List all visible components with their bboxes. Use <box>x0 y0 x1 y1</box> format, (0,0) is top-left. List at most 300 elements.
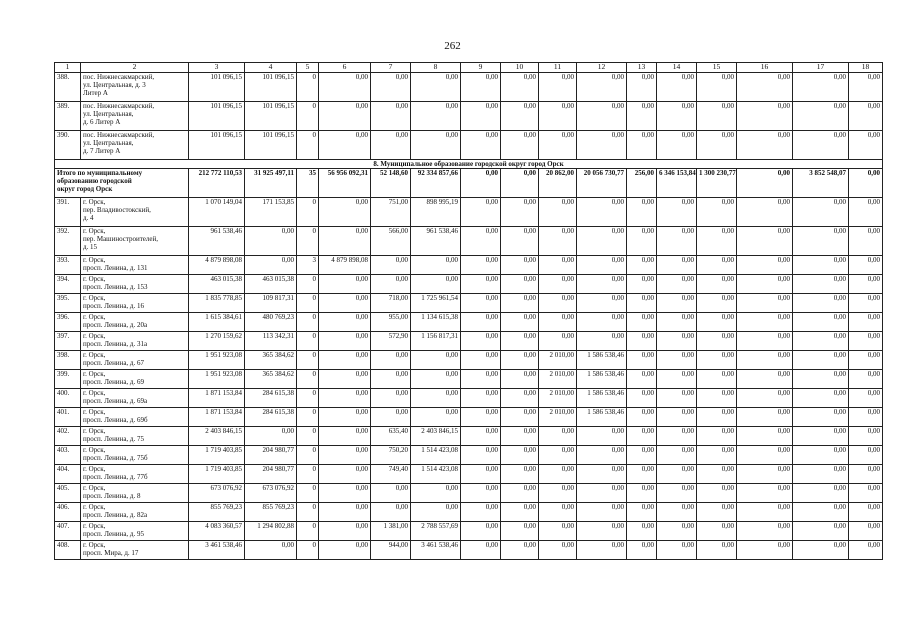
value-cell: 0,00 <box>627 293 657 312</box>
total-value-cell: 56 956 092,31 <box>319 168 371 197</box>
value-cell: 0,00 <box>793 464 849 483</box>
value-cell: 0,00 <box>371 407 411 426</box>
value-cell: 0,00 <box>539 72 577 101</box>
value-cell: 3 461 538,46 <box>411 540 461 559</box>
table-row <box>55 331 883 350</box>
table-row <box>55 101 883 130</box>
value-cell: 0,00 <box>737 426 793 445</box>
value-cell: 0,00 <box>737 101 793 130</box>
value-cell: 0,00 <box>657 540 697 559</box>
value-cell: 204 980,77 <box>245 445 297 464</box>
row-number: 392. <box>55 226 81 255</box>
value-cell: 284 615,38 <box>245 407 297 426</box>
value-cell: 0,00 <box>657 72 697 101</box>
row-number: 402. <box>55 426 81 445</box>
table-row <box>55 388 883 407</box>
value-cell: 955,00 <box>371 312 411 331</box>
row-number: 401. <box>55 407 81 426</box>
value-cell: 0 <box>297 197 319 226</box>
value-cell: 2 010,00 <box>539 350 577 369</box>
value-cell: 0,00 <box>539 130 577 159</box>
value-cell: 0,00 <box>245 226 297 255</box>
value-cell: 0,00 <box>849 312 883 331</box>
value-cell: 0,00 <box>849 226 883 255</box>
address-cell <box>81 483 189 502</box>
value-cell: 0,00 <box>577 293 627 312</box>
value-cell: 0,00 <box>793 502 849 521</box>
value-cell: 0,00 <box>627 130 657 159</box>
total-value-cell: 20 056 730,77 <box>577 168 627 197</box>
address-line: просп. Ленина, д. 153 <box>83 282 148 291</box>
address-cell <box>81 226 189 255</box>
value-cell: 0,00 <box>539 426 577 445</box>
value-cell: 0,00 <box>461 101 501 130</box>
address-cell <box>81 502 189 521</box>
value-cell: 0,00 <box>697 407 737 426</box>
value-cell: 0,00 <box>411 72 461 101</box>
value-cell: 0,00 <box>697 502 737 521</box>
value-cell: 0 <box>297 426 319 445</box>
value-cell: 0,00 <box>657 502 697 521</box>
value-cell: 0 <box>297 274 319 293</box>
column-header: 10 <box>501 63 539 73</box>
value-cell: 0,00 <box>657 312 697 331</box>
address-cell <box>81 426 189 445</box>
address-line: г. Орск, <box>83 426 106 435</box>
value-cell: 3 <box>297 255 319 274</box>
value-cell: 0,00 <box>319 483 371 502</box>
value-cell: 0,00 <box>849 483 883 502</box>
column-header: 1 <box>55 63 81 73</box>
value-cell: 0,00 <box>577 502 627 521</box>
value-cell: 0,00 <box>793 101 849 130</box>
value-cell: 0,00 <box>501 197 539 226</box>
value-cell: 0,00 <box>627 350 657 369</box>
value-cell: 0,00 <box>657 255 697 274</box>
value-cell: 0,00 <box>697 130 737 159</box>
value-cell: 0,00 <box>737 369 793 388</box>
table-row <box>55 521 883 540</box>
table-row <box>55 464 883 483</box>
table-row <box>55 540 883 559</box>
value-cell: 0,00 <box>577 72 627 101</box>
row-number: 408. <box>55 540 81 559</box>
value-cell: 0,00 <box>697 331 737 350</box>
address-cell <box>81 464 189 483</box>
value-cell: 0,00 <box>319 350 371 369</box>
row-number: 406. <box>55 502 81 521</box>
column-header: 8 <box>411 63 461 73</box>
value-cell: 0,00 <box>539 331 577 350</box>
value-cell: 0,00 <box>627 197 657 226</box>
address-cell <box>81 72 189 101</box>
address-cell <box>81 407 189 426</box>
value-cell: 0,00 <box>657 426 697 445</box>
value-cell: 0,00 <box>627 521 657 540</box>
value-cell: 0,00 <box>657 226 697 255</box>
value-cell: 365 384,62 <box>245 350 297 369</box>
value-cell: 1 586 538,46 <box>577 350 627 369</box>
value-cell: 0,00 <box>501 426 539 445</box>
column-header: 12 <box>577 63 627 73</box>
value-cell: 0,00 <box>697 312 737 331</box>
value-cell: 0,00 <box>737 521 793 540</box>
column-header: 4 <box>245 63 297 73</box>
value-cell: 0,00 <box>657 369 697 388</box>
value-cell: 0,00 <box>627 274 657 293</box>
value-cell: 0,00 <box>627 226 657 255</box>
value-cell: 0,00 <box>539 293 577 312</box>
total-value-cell: 31 925 497,11 <box>245 168 297 197</box>
value-cell: 944,00 <box>371 540 411 559</box>
value-cell: 0,00 <box>411 369 461 388</box>
value-cell: 0,00 <box>371 255 411 274</box>
value-cell: 0,00 <box>539 312 577 331</box>
value-cell: 0,00 <box>737 274 793 293</box>
value-cell: 0,00 <box>657 388 697 407</box>
total-label-line: образованию городской <box>57 176 132 185</box>
total-label <box>55 168 189 197</box>
value-cell: 113 342,31 <box>245 331 297 350</box>
address-cell <box>81 274 189 293</box>
value-cell: 1 615 384,61 <box>189 312 245 331</box>
address-line: ул. Центральная, д. 3 <box>83 80 146 89</box>
value-cell: 4 879 898,08 <box>189 255 245 274</box>
value-cell: 0 <box>297 369 319 388</box>
table-row <box>55 255 883 274</box>
value-cell: 0,00 <box>849 540 883 559</box>
value-cell: 855 769,23 <box>245 502 297 521</box>
value-cell: 0,00 <box>793 255 849 274</box>
housing-program-table <box>54 62 883 560</box>
table-row <box>55 483 883 502</box>
value-cell: 0,00 <box>577 255 627 274</box>
value-cell: 109 817,31 <box>245 293 297 312</box>
value-cell: 0,00 <box>697 445 737 464</box>
row-number: 400. <box>55 388 81 407</box>
address-line: пос. Нижнесакмарский, <box>83 72 155 81</box>
value-cell: 0,00 <box>319 426 371 445</box>
row-number: 397. <box>55 331 81 350</box>
value-cell: 0,00 <box>627 312 657 331</box>
value-cell: 0,00 <box>627 426 657 445</box>
total-value-cell: 35 <box>297 168 319 197</box>
value-cell: 0,00 <box>245 426 297 445</box>
value-cell: 0,00 <box>657 130 697 159</box>
value-cell: 750,20 <box>371 445 411 464</box>
value-cell: 1 294 802,88 <box>245 521 297 540</box>
value-cell: 0,00 <box>697 483 737 502</box>
address-line: просп. Ленина, д. 69а <box>83 396 148 405</box>
value-cell: 0,00 <box>657 101 697 130</box>
column-header: 18 <box>849 63 883 73</box>
table-row <box>55 407 883 426</box>
value-cell: 0 <box>297 226 319 255</box>
address-line: д. 7 Литер А <box>83 146 121 155</box>
value-cell: 0,00 <box>849 426 883 445</box>
address-line: г. Орск, <box>83 312 106 321</box>
value-cell: 0,00 <box>737 464 793 483</box>
value-cell: 0,00 <box>501 502 539 521</box>
value-cell: 0,00 <box>319 130 371 159</box>
address-cell <box>81 540 189 559</box>
value-cell: 2 788 557,69 <box>411 521 461 540</box>
value-cell: 0,00 <box>461 350 501 369</box>
value-cell: 0,00 <box>657 464 697 483</box>
address-line: просп. Ленина, д. 69 <box>83 377 144 386</box>
value-cell: 0,00 <box>501 540 539 559</box>
value-cell: 0,00 <box>577 521 627 540</box>
value-cell: 365 384,62 <box>245 369 297 388</box>
value-cell: 0,00 <box>539 197 577 226</box>
address-line: просп. Ленина, д. 77б <box>83 472 148 481</box>
value-cell: 0,00 <box>501 72 539 101</box>
value-cell: 0,00 <box>461 445 501 464</box>
value-cell: 0,00 <box>371 502 411 521</box>
table-row <box>55 226 883 255</box>
total-value-cell: 3 852 548,07 <box>793 168 849 197</box>
value-cell: 1 156 817,31 <box>411 331 461 350</box>
value-cell: 0,00 <box>793 369 849 388</box>
address-line: г. Орск, <box>83 502 106 511</box>
row-number: 399. <box>55 369 81 388</box>
value-cell: 2 403 846,15 <box>189 426 245 445</box>
value-cell: 1 725 961,54 <box>411 293 461 312</box>
value-cell: 0,00 <box>627 255 657 274</box>
total-value-cell: 6 346 153,84 <box>657 168 697 197</box>
address-line: г. Орск, <box>83 255 106 264</box>
value-cell: 0,00 <box>319 226 371 255</box>
value-cell: 0,00 <box>793 407 849 426</box>
column-header: 16 <box>737 63 793 73</box>
value-cell: 0,00 <box>793 483 849 502</box>
section-title: 8. Муниципальное образование городской округ город Орск <box>55 159 883 168</box>
value-cell: 0,00 <box>849 502 883 521</box>
row-number: 395. <box>55 293 81 312</box>
value-cell: 1 586 538,46 <box>577 388 627 407</box>
value-cell: 0,00 <box>371 388 411 407</box>
value-cell: 0,00 <box>539 226 577 255</box>
address-line: г. Орск, <box>83 464 106 473</box>
address-cell <box>81 388 189 407</box>
value-cell: 0,00 <box>577 464 627 483</box>
row-number: 396. <box>55 312 81 331</box>
value-cell: 1 270 159,62 <box>189 331 245 350</box>
value-cell: 0,00 <box>793 226 849 255</box>
value-cell: 0,00 <box>737 197 793 226</box>
table-row <box>55 369 883 388</box>
address-line: пер. Владивостокский, <box>83 205 151 214</box>
address-line: г. Орск, <box>83 350 106 359</box>
table-row <box>55 293 883 312</box>
value-cell: 1 586 538,46 <box>577 407 627 426</box>
value-cell: 0,00 <box>627 483 657 502</box>
value-cell: 0,00 <box>319 312 371 331</box>
value-cell: 463 015,38 <box>245 274 297 293</box>
value-cell: 0,00 <box>627 72 657 101</box>
value-cell: 0,00 <box>657 197 697 226</box>
address-line: пос. Нижнесакмарский, <box>83 101 155 110</box>
value-cell: 0,00 <box>849 130 883 159</box>
section-row <box>55 159 883 168</box>
value-cell: 101 096,15 <box>245 101 297 130</box>
address-line: ул. Центральная, <box>83 138 134 147</box>
value-cell: 0,00 <box>319 331 371 350</box>
value-cell: 0,00 <box>627 101 657 130</box>
value-cell: 0,00 <box>411 130 461 159</box>
value-cell: 101 096,15 <box>245 130 297 159</box>
value-cell: 0,00 <box>793 197 849 226</box>
value-cell: 0,00 <box>697 540 737 559</box>
column-header: 3 <box>189 63 245 73</box>
value-cell: 2 010,00 <box>539 388 577 407</box>
total-value-cell: 1 300 230,77 <box>697 168 737 197</box>
value-cell: 0,00 <box>849 369 883 388</box>
value-cell: 0,00 <box>627 502 657 521</box>
value-cell: 0 <box>297 502 319 521</box>
address-line: г. Орск, <box>83 407 106 416</box>
value-cell: 0,00 <box>501 445 539 464</box>
total-label-line: округ город Орск <box>57 184 113 193</box>
value-cell: 0,00 <box>501 331 539 350</box>
value-cell: 1 134 615,38 <box>411 312 461 331</box>
value-cell: 855 769,23 <box>189 502 245 521</box>
value-cell: 0 <box>297 331 319 350</box>
value-cell: 1 514 423,08 <box>411 445 461 464</box>
address-line: д. 15 <box>83 242 98 251</box>
value-cell: 0,00 <box>577 130 627 159</box>
value-cell: 0 <box>297 350 319 369</box>
value-cell: 0,00 <box>657 407 697 426</box>
value-cell: 0,00 <box>501 226 539 255</box>
value-cell: 0,00 <box>657 293 697 312</box>
column-header: 14 <box>657 63 697 73</box>
value-cell: 0,00 <box>501 101 539 130</box>
value-cell: 673 076,92 <box>189 483 245 502</box>
value-cell: 0 <box>297 72 319 101</box>
address-line: г. Орск, <box>83 388 106 397</box>
total-value-cell: 0,00 <box>849 168 883 197</box>
value-cell: 0,00 <box>657 350 697 369</box>
value-cell: 4 879 898,08 <box>319 255 371 274</box>
value-cell: 0,00 <box>737 293 793 312</box>
value-cell: 1 514 423,08 <box>411 464 461 483</box>
row-number: 407. <box>55 521 81 540</box>
value-cell: 0,00 <box>577 445 627 464</box>
value-cell: 0,00 <box>793 445 849 464</box>
value-cell: 0,00 <box>539 540 577 559</box>
address-cell <box>81 101 189 130</box>
address-line: г. Орск, <box>83 274 106 283</box>
table-row <box>55 312 883 331</box>
table-row <box>55 274 883 293</box>
address-cell <box>81 521 189 540</box>
value-cell: 0,00 <box>501 130 539 159</box>
value-cell: 4 083 360,57 <box>189 521 245 540</box>
row-number: 404. <box>55 464 81 483</box>
total-label-line: Итого по муниципальному <box>57 168 143 177</box>
value-cell: 0,00 <box>371 350 411 369</box>
value-cell: 463 015,38 <box>189 274 245 293</box>
value-cell: 0,00 <box>319 445 371 464</box>
value-cell: 0,00 <box>577 197 627 226</box>
value-cell: 0,00 <box>849 464 883 483</box>
address-line: г. Орск, <box>83 540 106 549</box>
table-row <box>55 72 883 101</box>
value-cell: 0,00 <box>501 407 539 426</box>
address-cell <box>81 293 189 312</box>
value-cell: 0,00 <box>461 197 501 226</box>
value-cell: 0,00 <box>371 101 411 130</box>
row-number: 403. <box>55 445 81 464</box>
table-row <box>55 445 883 464</box>
address-line: г. Орск, <box>83 521 106 530</box>
value-cell: 1 871 153,84 <box>189 407 245 426</box>
value-cell: 0,00 <box>245 255 297 274</box>
address-cell <box>81 130 189 159</box>
value-cell: 0,00 <box>501 369 539 388</box>
address-line: пос. Нижнесакмарский, <box>83 130 155 139</box>
value-cell: 0,00 <box>461 293 501 312</box>
column-header: 2 <box>81 63 189 73</box>
value-cell: 0,00 <box>319 72 371 101</box>
value-cell: 0,00 <box>697 197 737 226</box>
value-cell: 0,00 <box>501 255 539 274</box>
value-cell: 635,40 <box>371 426 411 445</box>
value-cell: 0,00 <box>697 293 737 312</box>
value-cell: 0,00 <box>849 331 883 350</box>
address-line: просп. Ленина, д. 31а <box>83 339 148 348</box>
value-cell: 0,00 <box>697 101 737 130</box>
total-value-cell: 0,00 <box>737 168 793 197</box>
row-number: 405. <box>55 483 81 502</box>
value-cell: 0,00 <box>849 445 883 464</box>
address-line: просп. Ленина, д. 69б <box>83 415 148 424</box>
value-cell: 0,00 <box>793 72 849 101</box>
value-cell: 0,00 <box>539 483 577 502</box>
value-cell: 0,00 <box>577 226 627 255</box>
value-cell: 0,00 <box>657 445 697 464</box>
address-line: просп. Ленина, д. 82а <box>83 510 148 519</box>
value-cell: 0,00 <box>697 369 737 388</box>
address-cell <box>81 255 189 274</box>
value-cell: 0,00 <box>461 226 501 255</box>
value-cell: 0,00 <box>411 407 461 426</box>
value-cell: 0 <box>297 407 319 426</box>
value-cell: 0,00 <box>411 483 461 502</box>
address-line: просп. Ленина, д. 8 <box>83 491 141 500</box>
total-row <box>55 168 883 197</box>
value-cell: 0,00 <box>371 130 411 159</box>
value-cell: 0 <box>297 464 319 483</box>
address-cell <box>81 369 189 388</box>
value-cell: 961 538,46 <box>411 226 461 255</box>
value-cell: 0 <box>297 388 319 407</box>
value-cell: 0,00 <box>737 388 793 407</box>
address-line: г. Орск, <box>83 331 106 340</box>
address-line: просп. Ленина, д. 75 <box>83 434 144 443</box>
value-cell: 0,00 <box>501 521 539 540</box>
value-cell: 0,00 <box>737 407 793 426</box>
value-cell: 0,00 <box>697 426 737 445</box>
value-cell: 0,00 <box>849 388 883 407</box>
row-number: 389. <box>55 101 81 130</box>
value-cell: 1 951 923,08 <box>189 350 245 369</box>
value-cell: 718,00 <box>371 293 411 312</box>
table-row <box>55 426 883 445</box>
value-cell: 0,00 <box>697 274 737 293</box>
address-line: г. Орск, <box>83 445 106 454</box>
